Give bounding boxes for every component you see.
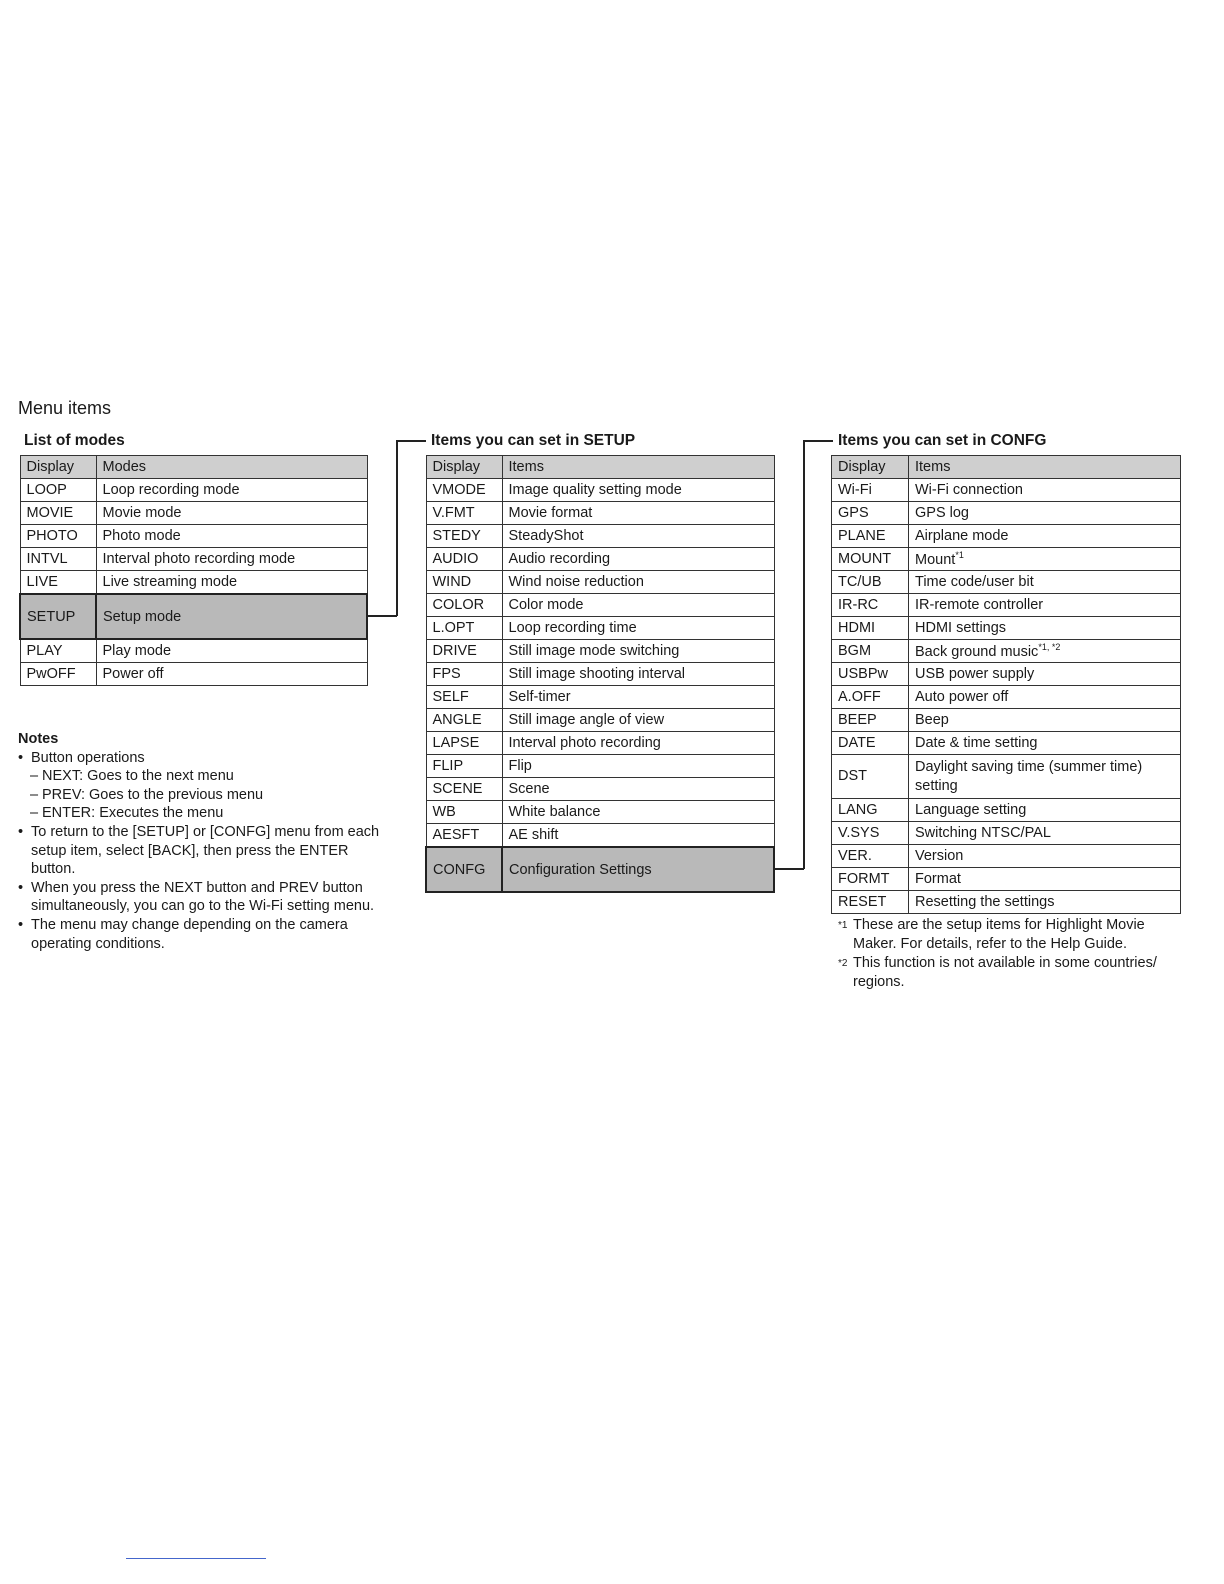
table-row xyxy=(832,732,1181,755)
item-text: Beep xyxy=(915,712,949,728)
table-row xyxy=(426,847,774,892)
footnote xyxy=(838,916,1183,954)
display-cell: AUDIO xyxy=(426,548,502,571)
table-row xyxy=(832,479,1181,502)
item-text: Switching NTSC/PAL xyxy=(915,825,1051,841)
table-row xyxy=(832,845,1181,868)
item-text: Setup mode xyxy=(103,608,182,625)
header-display: Display xyxy=(426,456,502,479)
display-cell: MOUNT xyxy=(832,548,909,571)
note-subitem: – PREV: Goes to the previous menu xyxy=(18,786,383,805)
item-text: SteadyShot xyxy=(508,528,584,544)
display-cell: TC/UB xyxy=(832,571,909,594)
item-cell xyxy=(909,891,1181,914)
footnote-mark: *2 xyxy=(838,958,848,969)
setup-title: Items you can set in SETUP xyxy=(431,432,636,449)
notes-title: Notes xyxy=(18,731,59,747)
page-title: Menu items xyxy=(18,398,112,418)
setup-connector-horizontal xyxy=(368,615,397,617)
display-cell: IR-RC xyxy=(832,594,909,617)
setup-connector-top xyxy=(396,440,426,442)
config-title: Items you can set in CONFG xyxy=(838,432,1047,449)
item-cell xyxy=(909,525,1181,548)
table-row xyxy=(20,525,367,548)
display-cell: FPS xyxy=(426,663,502,686)
item-cell xyxy=(909,640,1181,663)
item-cell xyxy=(502,709,774,732)
table-row xyxy=(832,709,1181,732)
item-text: Color mode xyxy=(508,597,584,613)
footnote xyxy=(838,954,1183,992)
item-text: USB power supply xyxy=(915,666,1035,682)
display-cell: CONFG xyxy=(426,847,502,892)
item-text: HDMI settings xyxy=(915,620,1007,636)
footnote-text: These are the setup items for Highlight Movie Maker. For details, refer to the Help Guide. xyxy=(853,917,1145,952)
item-text: Version xyxy=(915,848,964,864)
item-text: Audio recording xyxy=(508,551,611,567)
item-text: Image quality setting mode xyxy=(508,482,682,498)
display-cell: SELF xyxy=(426,686,502,709)
display-cell: LAPSE xyxy=(426,732,502,755)
table-row xyxy=(832,663,1181,686)
item-text: Interval photo recording xyxy=(508,735,661,751)
setup-connector-vertical xyxy=(396,440,398,616)
item-cell xyxy=(909,845,1181,868)
header-display: Display xyxy=(832,456,909,479)
item-text: Format xyxy=(915,871,961,887)
table-row xyxy=(20,479,367,502)
item-cell xyxy=(96,525,367,548)
item-text: Still image shooting interval xyxy=(508,666,686,682)
table-row xyxy=(426,709,774,732)
modes-table xyxy=(19,455,368,686)
item-cell xyxy=(909,799,1181,822)
table-row xyxy=(426,801,774,824)
item-cell xyxy=(96,548,367,571)
item-text: Back ground music xyxy=(915,643,1039,660)
table-row xyxy=(20,639,367,663)
item-cell xyxy=(96,479,367,502)
item-text: Resetting the settings xyxy=(915,894,1055,910)
table-row xyxy=(832,891,1181,914)
item-text: Configuration Settings xyxy=(509,861,652,878)
table-row xyxy=(832,594,1181,617)
table-row xyxy=(426,778,774,801)
table-row xyxy=(426,594,774,617)
display-cell: WIND xyxy=(426,571,502,594)
table-row xyxy=(832,755,1181,799)
display-cell: SETUP xyxy=(20,594,96,639)
table-row xyxy=(832,525,1181,548)
item-cell xyxy=(96,639,367,663)
display-cell: FORMT xyxy=(832,868,909,891)
display-cell: HDMI xyxy=(832,617,909,640)
item-text: Movie format xyxy=(508,505,593,521)
item-cell xyxy=(502,640,774,663)
display-cell: SCENE xyxy=(426,778,502,801)
item-cell xyxy=(909,663,1181,686)
display-cell: LIVE xyxy=(20,571,96,595)
display-cell: INTVL xyxy=(20,548,96,571)
table-row xyxy=(832,640,1181,663)
header-modes: Modes xyxy=(96,456,367,479)
item-cell xyxy=(909,709,1181,732)
footnote-ref: *1, *2 xyxy=(1038,642,1061,653)
item-cell xyxy=(502,847,774,892)
modes-title: List of modes xyxy=(24,432,125,449)
display-cell: L.OPT xyxy=(426,617,502,640)
item-cell xyxy=(502,732,774,755)
table-row xyxy=(426,617,774,640)
item-text: Loop recording mode xyxy=(102,482,240,498)
item-text: Power off xyxy=(102,666,164,682)
item-text: IR-remote controller xyxy=(915,597,1044,613)
display-cell: USBPw xyxy=(832,663,909,686)
table-header-row xyxy=(426,456,774,479)
item-text: Date & time setting xyxy=(915,735,1038,751)
table-row xyxy=(426,571,774,594)
display-cell: STEDY xyxy=(426,525,502,548)
config-connector-horizontal xyxy=(775,868,804,870)
item-text: Auto power off xyxy=(915,689,1009,705)
item-cell xyxy=(96,571,367,595)
footnote-text: This function is not available in some countries/ regions. xyxy=(853,955,1157,990)
item-cell xyxy=(909,822,1181,845)
item-text: Still image angle of view xyxy=(508,712,665,728)
item-text: Time code/user bit xyxy=(915,574,1034,590)
display-cell: DATE xyxy=(832,732,909,755)
display-cell: BEEP xyxy=(832,709,909,732)
display-cell: AESFT xyxy=(426,824,502,848)
item-text: Airplane mode xyxy=(915,528,1009,544)
item-cell xyxy=(502,502,774,525)
display-cell: VER. xyxy=(832,845,909,868)
table-row xyxy=(832,868,1181,891)
note-item: • The menu may change depending on the camera operating conditions. xyxy=(18,916,383,953)
display-cell: FLIP xyxy=(426,755,502,778)
table-row xyxy=(426,732,774,755)
table-row xyxy=(832,686,1181,709)
item-cell xyxy=(909,571,1181,594)
item-text: White balance xyxy=(508,804,601,820)
display-cell: LANG xyxy=(832,799,909,822)
note-subitem: – NEXT: Goes to the next menu xyxy=(18,767,383,786)
table-row xyxy=(426,663,774,686)
display-cell: PHOTO xyxy=(20,525,96,548)
config-connector-vertical xyxy=(803,440,805,869)
item-text: Movie mode xyxy=(102,505,182,521)
note-subitem: – ENTER: Executes the menu xyxy=(18,804,383,823)
item-cell xyxy=(502,548,774,571)
item-cell xyxy=(502,778,774,801)
item-cell xyxy=(502,594,774,617)
table-row xyxy=(426,525,774,548)
setup-table xyxy=(425,455,775,893)
item-cell xyxy=(502,571,774,594)
item-cell xyxy=(502,479,774,502)
item-cell xyxy=(502,755,774,778)
notes-section xyxy=(18,730,383,953)
display-cell: PLANE xyxy=(832,525,909,548)
header-display: Display xyxy=(20,456,96,479)
note-item: • To return to the [SETUP] or [CONFG] menu from each setup item, select [BACK], then press the ENTER button. xyxy=(18,823,383,879)
item-text: Play mode xyxy=(102,643,172,659)
item-cell xyxy=(96,502,367,525)
item-text: Self-timer xyxy=(508,689,571,705)
item-cell xyxy=(502,686,774,709)
display-cell: ANGLE xyxy=(426,709,502,732)
table-row xyxy=(426,824,774,848)
display-cell: V.SYS xyxy=(832,822,909,845)
table-row xyxy=(20,571,367,595)
item-text: Mount xyxy=(915,551,956,568)
display-cell: LOOP xyxy=(20,479,96,502)
bottom-rule xyxy=(126,1558,266,1559)
item-text: Photo mode xyxy=(102,528,181,544)
table-row xyxy=(426,686,774,709)
item-text: Wi-Fi connection xyxy=(915,482,1023,498)
table-row xyxy=(426,502,774,525)
table-row xyxy=(20,663,367,686)
header-items: Items xyxy=(909,456,1181,479)
table-header-row xyxy=(832,456,1181,479)
note-item: • Button operations xyxy=(18,749,383,768)
item-text: Live streaming mode xyxy=(102,574,238,590)
display-cell: PwOFF xyxy=(20,663,96,686)
table-row xyxy=(426,755,774,778)
table-row xyxy=(832,617,1181,640)
item-text: Daylight saving time (summer time) setting xyxy=(915,758,1143,794)
item-cell xyxy=(909,594,1181,617)
item-text: Interval photo recording mode xyxy=(102,551,296,567)
item-text: Flip xyxy=(508,758,532,774)
item-cell xyxy=(502,663,774,686)
table-row xyxy=(20,548,367,571)
item-cell xyxy=(96,663,367,686)
display-cell: DRIVE xyxy=(426,640,502,663)
item-text: GPS log xyxy=(915,505,969,521)
item-text: Still image mode switching xyxy=(508,643,680,659)
table-row xyxy=(832,548,1181,571)
display-cell: COLOR xyxy=(426,594,502,617)
display-cell: DST xyxy=(832,755,909,799)
display-cell: VMODE xyxy=(426,479,502,502)
footnote-mark: *1 xyxy=(838,920,848,931)
display-cell: MOVIE xyxy=(20,502,96,525)
item-cell xyxy=(909,479,1181,502)
item-cell xyxy=(909,755,1181,799)
item-cell xyxy=(909,548,1181,571)
config-table xyxy=(831,455,1181,914)
display-cell: A.OFF xyxy=(832,686,909,709)
display-cell: PLAY xyxy=(20,639,96,663)
item-cell xyxy=(909,686,1181,709)
display-cell: GPS xyxy=(832,502,909,525)
table-row xyxy=(426,640,774,663)
item-cell xyxy=(502,617,774,640)
display-cell: BGM xyxy=(832,640,909,663)
item-text: Loop recording time xyxy=(508,620,637,636)
table-row xyxy=(20,502,367,525)
display-cell: RESET xyxy=(832,891,909,914)
item-cell xyxy=(502,801,774,824)
item-cell xyxy=(909,732,1181,755)
item-text: AE shift xyxy=(508,827,559,843)
table-row xyxy=(832,822,1181,845)
item-cell xyxy=(96,594,367,639)
item-cell xyxy=(502,824,774,848)
item-cell xyxy=(502,525,774,548)
table-row xyxy=(832,799,1181,822)
item-cell xyxy=(909,868,1181,891)
table-header-row xyxy=(20,456,367,479)
table-row xyxy=(20,594,367,639)
config-connector-top xyxy=(803,440,833,442)
table-row xyxy=(832,571,1181,594)
note-item: • When you press the NEXT button and PREV button simultaneously, you can go to the Wi-Fi setting menu. xyxy=(18,879,383,916)
footnotes-section xyxy=(838,916,1183,992)
item-cell xyxy=(909,617,1181,640)
display-cell: V.FMT xyxy=(426,502,502,525)
item-text: Wind noise reduction xyxy=(508,574,644,590)
footnote-ref: *1 xyxy=(955,550,964,561)
display-cell: Wi-Fi xyxy=(832,479,909,502)
display-cell: WB xyxy=(426,801,502,824)
item-text: Language setting xyxy=(915,802,1027,818)
table-row xyxy=(832,502,1181,525)
table-row xyxy=(426,479,774,502)
item-text: Scene xyxy=(508,781,550,797)
notes-list xyxy=(18,749,383,954)
header-items: Items xyxy=(502,456,774,479)
item-cell xyxy=(909,502,1181,525)
table-row xyxy=(426,548,774,571)
